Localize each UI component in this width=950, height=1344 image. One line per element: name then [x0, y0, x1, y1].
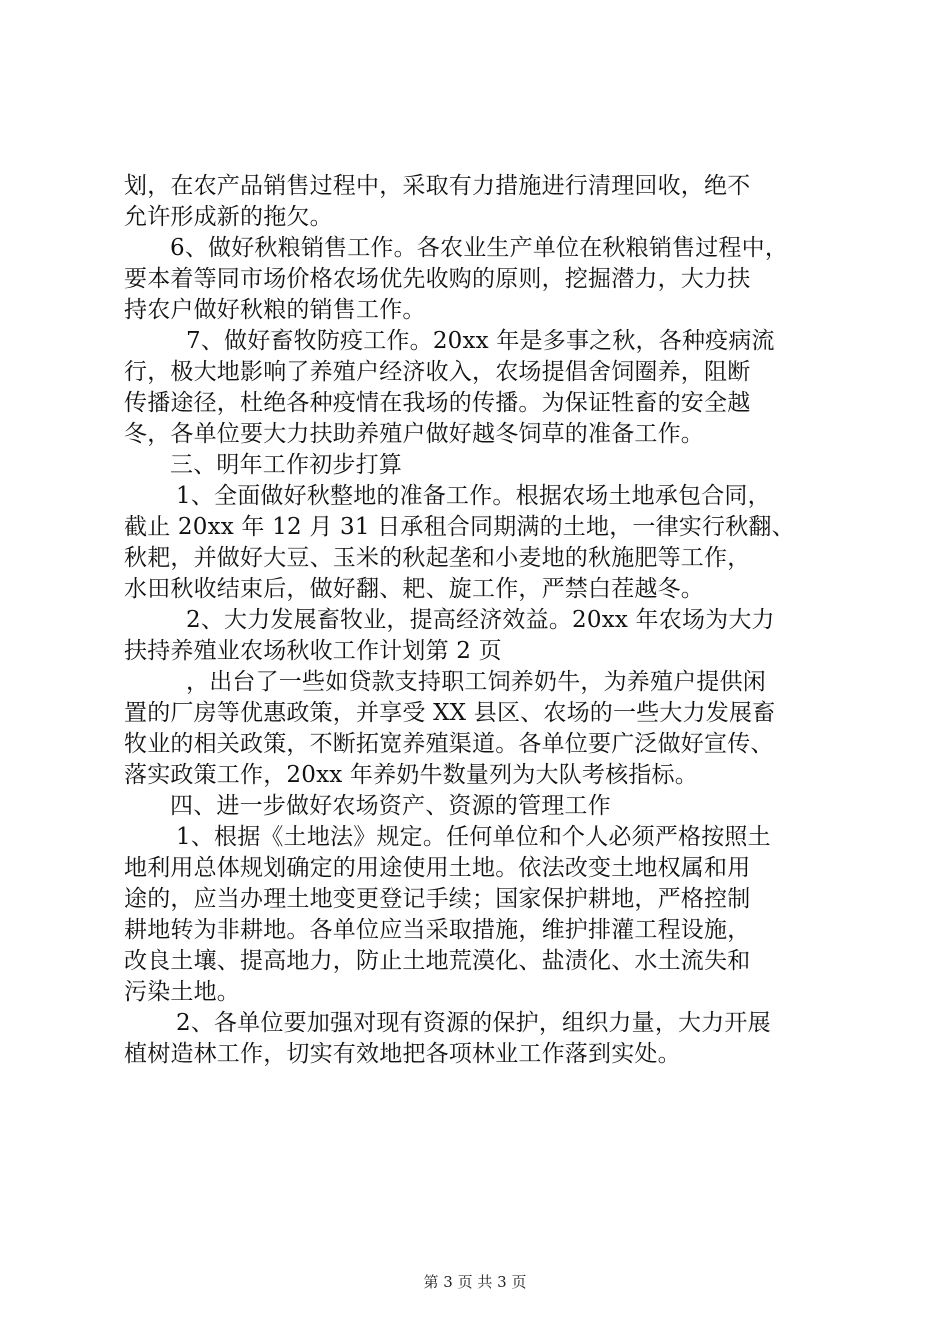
text-line: 植树造林工作，切实有效地把各项林业工作落到实处。	[124, 1041, 681, 1067]
text-line: 秋耙，并做好大豆、玉米的秋起垄和小麦地的秋施肥等工作，	[124, 545, 751, 571]
text-line: 传播途径，杜绝各种疫情在我场的传播。为保证牲畜的安全越	[124, 390, 751, 416]
text-line: 允许形成新的拖欠。	[124, 204, 333, 230]
text-line: 耕地转为非耕地。各单位应当采取措施，维护排灌工程设施，	[124, 917, 751, 943]
section-heading: 三、明年工作初步打算	[170, 452, 402, 478]
text-line: ，出台了一些如贷款支持职工饲养奶牛，为养殖户提供闲	[186, 669, 766, 695]
page-number-indicator: 第 3 页 共 3 页	[423, 1273, 527, 1291]
text-line: 持农户做好秋粮的销售工作。	[124, 297, 426, 323]
text-line: 划，在农产品销售过程中，采取有力措施进行清理回收，绝不	[124, 173, 751, 199]
document-body	[124, 171, 836, 1070]
text-line: 污染土地。	[124, 979, 240, 1005]
text-line: 2、各单位要加强对现有资源的保护，组织力量，大力开展	[176, 1010, 771, 1036]
text-line: 行，极大地影响了养殖户经济收入，农场提倡舍饲圈养，阻断	[124, 359, 751, 385]
text-line: 改良土壤、提高地力，防止土地荒漠化、盐渍化、水土流失和	[124, 948, 751, 974]
text-line: 扶持养殖业农场秋收工作计划第 2 页	[124, 638, 502, 664]
text-line: 地利用总体规划确定的用途使用土地。依法改变土地权属和用	[124, 855, 751, 881]
page-footer	[0, 1272, 950, 1292]
text-line: 7、做好畜牧防疫工作。20xx 年是多事之秋，各种疫病流	[186, 328, 775, 354]
text-line: 冬，各单位要大力扶助养殖户做好越冬饲草的准备工作。	[124, 421, 704, 447]
text-line: 1、根据《土地法》规定。任何单位和个人必须严格按照土	[176, 824, 771, 850]
text-line: 2、大力发展畜牧业，提高经济效益。20xx 年农场为大力	[186, 607, 775, 633]
section-heading: 四、进一步做好农场资产、资源的管理工作	[170, 793, 611, 819]
text-line: 牧业的相关政策，不断拓宽养殖渠道。各单位要广泛做好宣传、	[124, 731, 774, 757]
text-line: 截止 20xx 年 12 月 31 日承租合同期满的土地，一律实行秋翻、	[124, 514, 795, 540]
text-line: 落实政策工作，20xx 年养奶牛数量列为大队考核指标。	[124, 762, 698, 788]
text-line: 6、做好秋粮销售工作。各农业生产单位在秋粮销售过程中，	[170, 235, 789, 261]
text-line: 置的厂房等优惠政策，并享受 XX 县区、农场的一些大力发展畜	[124, 700, 776, 726]
text-line: 途的，应当办理土地变更登记手续；国家保护耕地，严格控制	[124, 886, 751, 912]
text-line: 要本着等同市场价格农场优先收购的原则，挖掘潜力，大力扶	[124, 266, 751, 292]
text-line: 水田秋收结束后，做好翻、耙、旋工作，严禁白茬越冬。	[124, 576, 704, 602]
text-line: 1、全面做好秋整地的准备工作。根据农场土地承包合同，	[176, 483, 771, 509]
